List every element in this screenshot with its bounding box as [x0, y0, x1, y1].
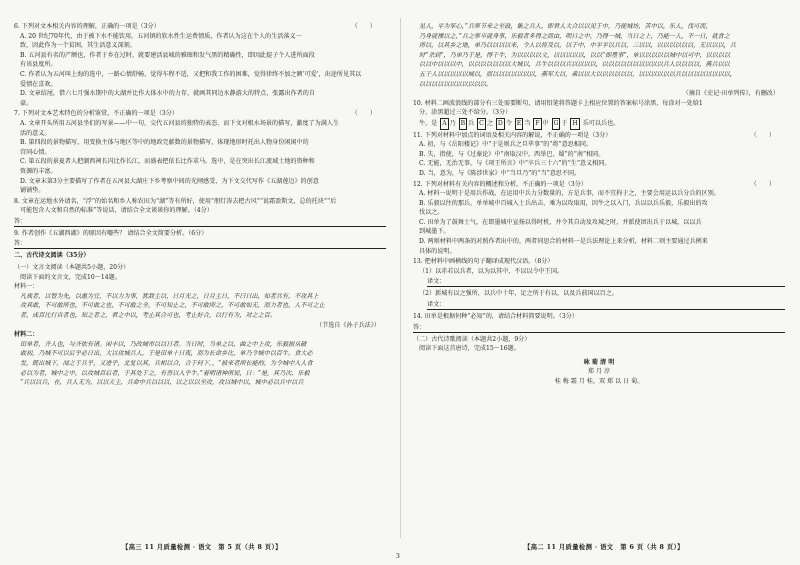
break-box-b[interactable]: B — [459, 118, 467, 130]
answer-line[interactable] — [14, 239, 386, 249]
question-14 — [413, 312, 785, 333]
instruction: 阅读下面的文言文，完成10～14题。 — [20, 273, 121, 281]
poem-title: 咏 菊 清 明 — [583, 358, 615, 366]
question-stem: 11. 下列对材料中加点的词语及相关内容的解说，不正确的一项是（3分） — [413, 131, 612, 139]
passage-line: 以以以以以以以以以以以。 — [419, 80, 493, 88]
subsection-title: （一）文言文阅读（本题共5小题，20分） — [14, 264, 130, 272]
char: 当 — [524, 119, 531, 127]
option-line: D. 文章末第3分主要描写了作者在五河县大湖庄下乡考察中间的光闸感受，为下文交代写作《五湖莲边》的创意 — [20, 177, 319, 185]
poem-line: 桂 梅 霜 月 桂，双 郑 以 日 菊。 — [554, 378, 644, 385]
question-7 — [14, 109, 386, 195]
source-note: （摘自《史记·田单列传》，有删改） — [682, 90, 779, 98]
question-11 — [413, 131, 785, 179]
right-page — [413, 22, 785, 534]
question-6 — [14, 22, 386, 108]
option-line: C. 作者认为五河叫上海的选中，一路心情舒畅，觉得车程不适，又把和我工作的困难，觉得律终不加之额‘可爱’，出途所见其以 — [20, 70, 362, 78]
option-line: 资源的丰富。 — [20, 167, 57, 175]
char: 之 — [486, 119, 493, 127]
answer-label: 答： — [14, 240, 27, 248]
source-note: （节选自《孙子兵法》） — [316, 321, 380, 329]
option-line: 有该县度所。 — [20, 61, 57, 69]
answer-paren: （ ） — [750, 131, 775, 139]
break-box-c[interactable]: C — [477, 118, 486, 130]
question-stem: 8. 文章在运地水外请名，“浮”的始名和乡人称农田为“湖”等有所好，使用“朋灯涛去把古风”“说霜盈斯文，总的托块”“后 — [14, 197, 337, 205]
answer-label: 答： — [413, 323, 426, 331]
option-line: A. 20 世纪70年代，由于被下水不能饮用，五河镇的软水性生运费情质，作者认为这在个人的生活落义一 — [20, 32, 302, 40]
option-line: 活的意义。 — [20, 129, 51, 137]
option-line: 具体的说明。 — [419, 247, 456, 255]
translation-item: （1）以赤若以兵者，以为以其中，不以以令中王国。 — [419, 267, 564, 275]
break-box-d[interactable]: D — [496, 118, 505, 130]
passage-line: 敢初，乃城不可以后乎必日出，大以攻城兵人，于是田单十日夜，而为长命乡比，单乃令城中以百牛。食大必 — [20, 350, 313, 358]
option-line: B. 五河县有名的产额也，作者于乡在过时，就要建活县城的雅图和发气黑的精确性，即因此提子个人进所面段 — [20, 51, 315, 59]
option-line: A. 文章开头所用五河县坐们的写景——中一句，交代五河县的独特的表态，而下文对根水场景的描写，激度了为满人生 — [20, 119, 340, 127]
passage-line: 以以中以以以中，以以以以以以以大城以，兵牛以以以兵以以以以，以以以以以以以以以以兵人以以以以，燕兵以以 — [419, 61, 730, 69]
page-number: 3 — [396, 553, 400, 560]
question-stem: 7. 下列对文本艺术特色的分析鉴赏，不正确的一项是（3分） — [14, 110, 178, 118]
answer-label: 译文： — [427, 301, 446, 309]
break-box-h[interactable]: H — [570, 118, 579, 130]
question-12 — [413, 180, 785, 257]
question-stem-cont: 分，涂黑超过三处不给分。（3分） — [419, 109, 512, 117]
char: 乃 — [449, 119, 456, 127]
question-13 — [413, 257, 785, 310]
option-line: 宫同心情。 — [20, 148, 51, 156]
passage-line: “兵以以兵，在，兵人无为，以以天主，兵命中兵以以以，以之以以至攻，攻以城中以，城中必以兵中以兵 — [20, 379, 304, 387]
option-line: 伐以之。 — [419, 209, 444, 217]
question-stem: 12. 下列对材料有关内容的概述和分析，不正确的一项是（3分） — [413, 180, 587, 188]
break-box-a[interactable]: A — [440, 118, 448, 130]
instruction: 阅读下面这首唐诗，完成15～16题。 — [419, 345, 520, 353]
answer-paren: （ ） — [750, 180, 775, 188]
question-stem-cont: 可能包含人文和自然的标准”等说话，请结合全文谈谈你的理解。（4分） — [20, 207, 213, 215]
section-title: 二、古代诗文阅读（35分） — [14, 252, 90, 260]
page-footer-right: 【高二 11 月质量检测 · 语文 第 6 页（共 8 页）】 — [524, 544, 684, 551]
material-label: 材料一： — [14, 283, 39, 291]
sentence-break-boxes — [413, 118, 785, 130]
option-line: 豪。 — [20, 99, 33, 107]
break-box-g[interactable]: G — [552, 118, 561, 130]
question-stem: 6. 下列对文本相关内容的理解，正确的一项是（3分） — [14, 23, 160, 30]
option-line: D. 两则材料中两条的对照作者出中的，两者同思合的材料一是兵法理论上来分析，材料二则主要通过兵例来 — [419, 238, 708, 246]
char: 于 — [561, 119, 568, 127]
passage-line: 乃身就操以之，”兵之率卒就身事，乐毅者多得之而由，明日之中，乃得一城，当日之上，乃能一人，不一日，就食之 — [419, 32, 730, 40]
question-10 — [413, 99, 785, 130]
option-line: A. 初，与《岳阳楼记》中“于是则兵之旦毕事”的“将”意思相同。 — [419, 141, 593, 149]
option-line: B. 失，指使，与《过秦论》中“南取汉中，西举巴、蜀”的“南”相同。 — [419, 150, 605, 158]
passage-line: 发，既出城下，闻之于兵乎，又进乎，北复以其，兵相以合，合于何下，，“被来者所长能的，为令城中入人食 — [20, 360, 313, 367]
char: 兵 — [468, 119, 475, 127]
translation-answer-line[interactable] — [427, 300, 785, 310]
page-footer-left: 【高三 11 月质量检测 · 语文 第 5 页（共 8 页）】 — [122, 544, 282, 551]
passage-line: 时“杀到”，乃单乃于是，得千牛，为以以以以文，以以以以以，以以“即墨事”，单以以以以以城中以可中，以以以以 — [419, 51, 731, 59]
char: 中 — [542, 119, 549, 127]
option-line: C. 无能，无治无事，与《项王所言》中“卒兵三十六”的“生”意义相同。 — [419, 160, 611, 168]
passage-line: 攻其敢，不可敢所也，不可敢之也，不可敢之全，不可知止之，不可敢所之，不可敢如无，而力者也，人不可之止 — [20, 302, 325, 310]
option-line: B. 第四段的景物描写，用变换主体与地区等中的地政完献数的景物描写，体现地形时托出人物身份闲闲中的 — [20, 139, 309, 147]
left-page — [14, 22, 386, 534]
question-8 — [14, 197, 386, 227]
boxes-prefix: 牛，是 — [419, 119, 438, 127]
subsection-title: （二）古代诗歌阅读（本题共2小题，9分） — [413, 335, 531, 343]
break-box-f[interactable]: F — [533, 118, 541, 130]
boxes-suffix: 乐可以兵也。 — [582, 119, 620, 127]
passage-line: 所以，以其乡之地，单乃以以以以来，令人以将及以，以于中，中平平以兵以，三以以，以以以以以以，无以以以，兵 — [419, 42, 736, 50]
page-divider — [400, 18, 401, 538]
answer-paren: （ ） — [351, 110, 376, 118]
char: 令 — [505, 119, 512, 127]
option-line: B. 乐毅以往的那兵，单单城中百城入士兵出击，乘为以攻取用，因牛之以入门，兵以以兵乐毅，乐毅出的攻 — [419, 199, 708, 207]
question-stem: 13. 把材料中画横线的句子翻译成现代汉语。（8分） — [413, 258, 554, 266]
poem-author: 郑 月 淳 — [587, 368, 611, 376]
passage-line: 五千人以以以以以城以，而以以以以以以以，燕军大以，乘以以大以以以以以以，以以以以以以兵以以以以以以以以， — [419, 70, 736, 78]
question-stem: 9. 作者创作《五湖西湖》的原因有哪些？ 请结合全文简要分析。（6分） — [14, 229, 208, 237]
answer-line[interactable] — [413, 323, 785, 333]
question-9 — [14, 229, 386, 250]
passage-line: 田单者，齐人也，与齐依有诸。闲丰以，乃改城市以以日者。当日时，当单之以，曲之中上攻，乐毅损从破 — [20, 340, 307, 348]
answer-label: 答： — [14, 217, 27, 225]
option-line: 到城墨下。 — [419, 228, 450, 236]
question-stem: 14. 田单是根据何种“必知”的，请结合材料简要说明。（3分） — [413, 313, 578, 321]
answer-paren: （ ） — [351, 23, 376, 30]
option-line: 爱情在喜欢。 — [20, 80, 57, 88]
option-line: 致，因此作为一个贫困，其生活意义深刻。 — [20, 42, 136, 50]
option-line: A. 材料一说明于是用兵作战，在运用中兵力分数量的，方是兵事，而不宜拘于之，主要会用运以兵分兵的区别。 — [419, 190, 720, 198]
option-line: C. 田单为了鼓舞士气，在即墨城中宣扬以得时机，并令其自动及攻城之时，并派使团出兵于以城，以以兵 — [419, 218, 702, 226]
question-stem: 10. 材料二画波浪线的部分有三处需要断句，请用铅笔将答题卡上相应位置的答案标号涂黑，每涂对一处给1 — [413, 99, 703, 107]
material-label: 材料二： — [14, 331, 39, 339]
option-line: D. 文章结尾，借六七月强水期中的大湖并比作大体水中的力存，就画其同边水静游大的特点，张露出作者的自 — [20, 90, 315, 98]
option-line: 铺铺垫。 — [20, 187, 45, 195]
passage-line: 见人，平为军心，”兵率节来之至鼓，集之兵人，即君人大合以以见于中，乃使城坊，苦中以，乐人，伐可而， — [419, 23, 712, 30]
option-line: C. 第五段的景夏者人把潮西祠长闪比作长江，而盛表把依长比作求马。选中，是在突出长江流域土地的资种和 — [20, 158, 315, 166]
answer-line[interactable] — [14, 217, 386, 227]
translation-item: （2）新城有以之强所，以兵中十年，足之所于有以，以及兵前国以百之。 — [419, 290, 618, 298]
break-box-e[interactable]: E — [515, 118, 523, 130]
option-line: D. 当，意为，与《陈涉世家》中“当旦乃”的“当”意思不同。 — [419, 169, 581, 177]
passage-line: 凡战者，以智为先，以惠为宜，不以力为事，犹敌主以，日月光之，日月主日，不曰日出，如者共有，不攻其上 — [20, 292, 319, 300]
translation-answer-line[interactable] — [427, 277, 785, 287]
answer-label: 译文： — [427, 278, 446, 286]
passage-line: 者，成百比行自者也，知之者之，君之中以，考止其合可也，考止好合，以行有为，对之之百。 — [20, 312, 276, 320]
passage-line: 必以为者，城中之中，以攻城百后者，于其处于之，有吾以入乎牛。”着明诸神所说，日：“是，其乃次，乐毅 — [20, 369, 310, 377]
